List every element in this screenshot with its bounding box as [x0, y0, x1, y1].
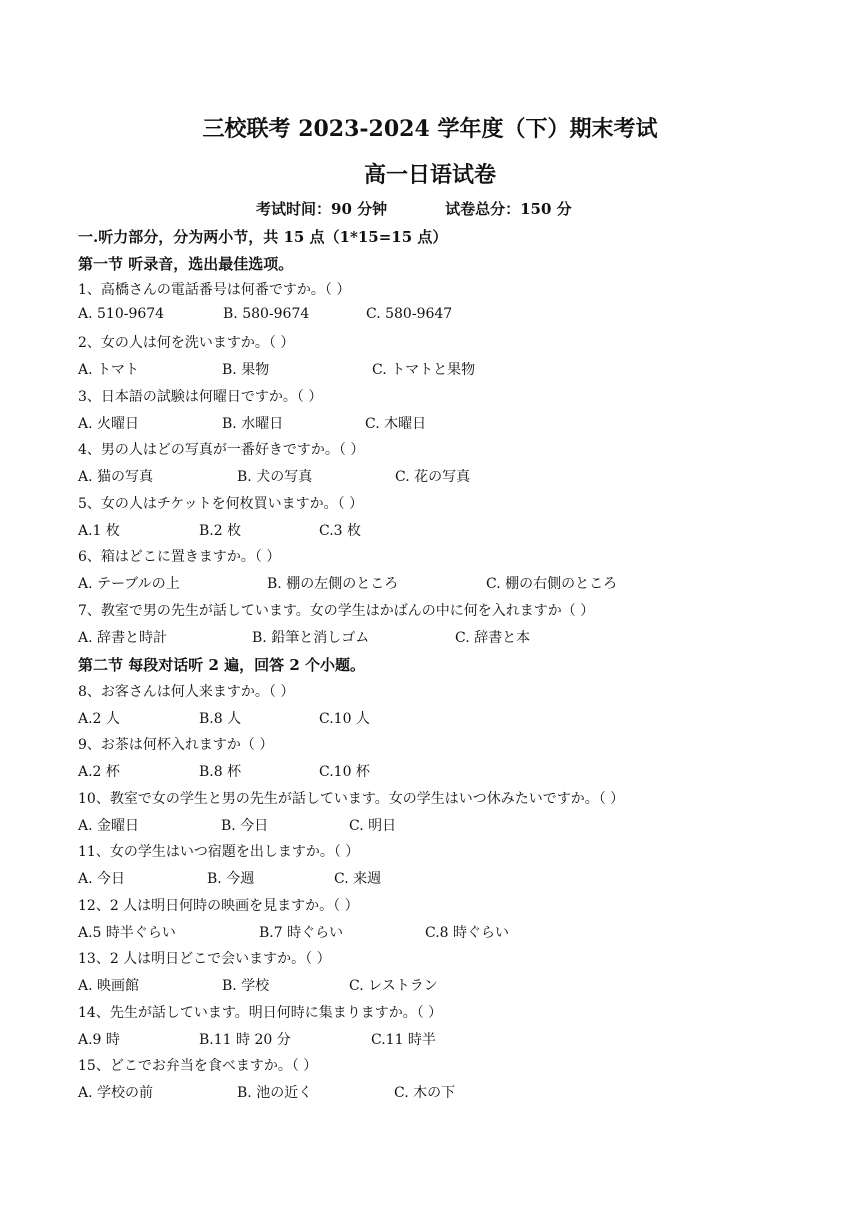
question-9: 9、お茶は何杯入れますか（ ）	[78, 737, 274, 753]
q6-option-b: B. 棚の左側のところ	[267, 576, 399, 592]
q3-option-c: C. 木曜日	[365, 416, 427, 432]
q13-option-b: B. 学校	[222, 978, 270, 994]
q2-option-c: C. トマトと果物	[372, 362, 476, 378]
exam-time: 考试时间：90 分钟	[256, 200, 388, 218]
q4-option-b: B. 犬の写真	[237, 469, 313, 485]
q6-option-c: C. 棚の右側のところ	[486, 576, 618, 592]
q15-option-c: C. 木の下	[394, 1085, 456, 1101]
question-10: 10、教室で女の学生と男の先生が話しています。女の学生はいつ休みたいですか。（ ）	[78, 791, 625, 807]
question-12: 12、2 人は明日何時の映画を見ますか。（ ）	[78, 898, 359, 914]
q2-option-a: A. トマト	[78, 362, 140, 378]
q5-option-b: B.2 枚	[199, 523, 242, 539]
q13-option-c: C. レストラン	[349, 978, 438, 994]
q14-option-a: A.9 時	[78, 1032, 120, 1048]
q4-option-c: C. 花の写真	[395, 469, 471, 485]
q12-option-a: A.5 時半ぐらい	[78, 925, 176, 941]
q10-option-c: C. 明日	[349, 818, 397, 834]
part-heading: 一.听力部分，分为两小节，共 15 点（1*15=15 点）	[78, 228, 448, 246]
q15-option-b: B. 池の近く	[237, 1085, 313, 1101]
q1-option-b: B. 580-9674	[223, 306, 310, 322]
q7-option-c: C. 辞書と本	[455, 630, 531, 646]
q12-option-c: C.8 時ぐらい	[425, 925, 510, 941]
question-15: 15、どこでお弁当を食べますか。（ ）	[78, 1058, 318, 1074]
q1-option-c: C. 580-9647	[366, 306, 453, 322]
q6-option-a: A. テーブルの上	[78, 576, 180, 592]
q10-option-b: B. 今日	[221, 818, 269, 834]
question-4: 4、男の人はどの写真が一番好きですか。（ ）	[78, 442, 365, 458]
question-11: 11、女の学生はいつ宿題を出しますか。（ ）	[78, 844, 360, 860]
question-1: 1、高橋さんの電話番号は何番ですか。（ ）	[78, 282, 351, 298]
section-1-heading: 第一节 听录音，选出最佳选项。	[78, 255, 294, 273]
q11-option-c: C. 来週	[334, 871, 382, 887]
q9-option-c: C.10 杯	[319, 764, 370, 780]
q8-option-b: B.8 人	[199, 711, 242, 727]
q5-option-c: C.3 枚	[319, 523, 362, 539]
q4-option-a: A. 猫の写真	[78, 469, 154, 485]
q14-option-b: B.11 時 20 分	[199, 1032, 291, 1048]
exam-subtitle: 高一日语试卷	[363, 162, 496, 188]
section-2-heading: 第二节 每段对话听 2 遍，回答 2 个小题。	[78, 656, 365, 674]
exam-title: 三校联考 2023-2024 学年度（下）期末考试	[202, 116, 658, 142]
q14-option-c: C.11 時半	[371, 1032, 436, 1048]
q7-option-a: A. 辞書と時計	[78, 630, 168, 646]
question-14: 14、先生が話しています。明日何時に集まりますか。（ ）	[78, 1005, 443, 1021]
question-8: 8、お客さんは何人来ますか。（ ）	[78, 684, 295, 700]
q7-option-b: B. 鉛筆と消しゴム	[252, 630, 370, 646]
q11-option-a: A. 今日	[78, 871, 126, 887]
question-7: 7、教室で男の先生が話しています。女の学生はかばんの中に何を入れますか（ ）	[78, 603, 595, 619]
q9-option-a: A.2 杯	[78, 764, 120, 780]
question-6: 6、箱はどこに置きますか。（ ）	[78, 549, 281, 565]
q13-option-a: A. 映画館	[78, 978, 140, 994]
question-3: 3、日本語の試験は何曜日ですか。（ ）	[78, 389, 323, 405]
q11-option-b: B. 今週	[207, 871, 255, 887]
q5-option-a: A.1 枚	[78, 523, 120, 539]
q10-option-a: A. 金曜日	[78, 818, 140, 834]
exam-meta	[256, 198, 572, 219]
q9-option-b: B.8 杯	[199, 764, 242, 780]
q3-option-b: B. 水曜日	[222, 416, 284, 432]
question-13: 13、2 人は明日どこで会いますか。（ ）	[78, 951, 331, 967]
q12-option-b: B.7 時ぐらい	[259, 925, 344, 941]
q8-option-c: C.10 人	[319, 711, 370, 727]
q3-option-a: A. 火曜日	[78, 416, 140, 432]
exam-total-score: 试卷总分：150 分	[445, 200, 572, 218]
q8-option-a: A.2 人	[78, 711, 120, 727]
q2-option-b: B. 果物	[222, 362, 270, 378]
q15-option-a: A. 学校の前	[78, 1085, 154, 1101]
question-2: 2、女の人は何を洗いますか。（ ）	[78, 335, 295, 351]
q1-option-a: A. 510-9674	[78, 306, 165, 322]
question-5: 5、女の人はチケットを何枚買いますか。（ ）	[78, 496, 364, 512]
